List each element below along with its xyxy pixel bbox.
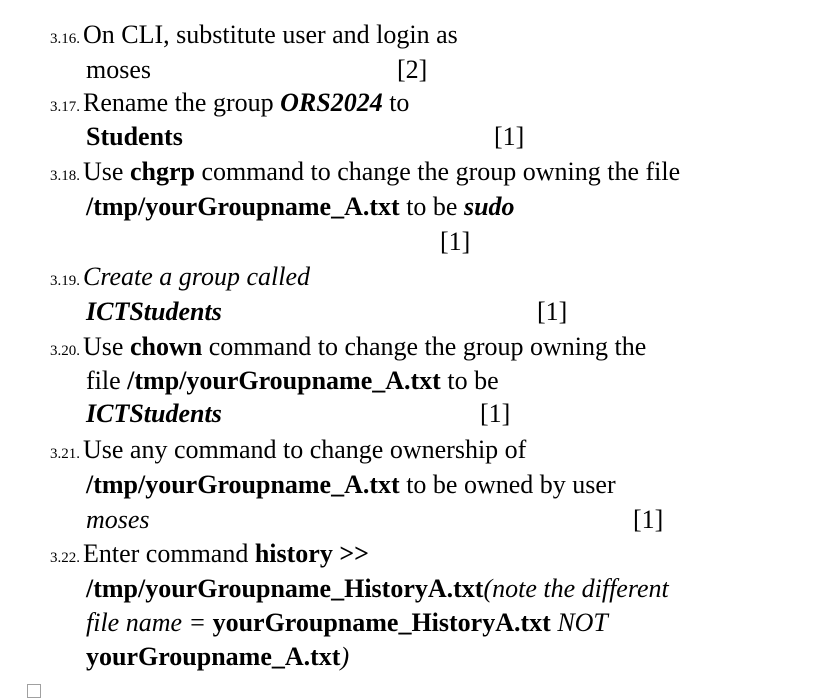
paragraph-marker-box [27,684,41,698]
question-3-16-line-1 [50,20,458,50]
target-group-name: Students [86,122,183,151]
question-3-20-marks: [1] [480,399,511,428]
question-3-19-line-1 [50,262,310,292]
username: moses [86,505,150,534]
group-name: ICTStudents [86,399,222,428]
question-3-20-line-3 [86,399,222,429]
question-3-22-line-2 [86,574,669,604]
question-text: On CLI, substitute user and login as [83,20,458,49]
question-3-22-line-3 [86,608,608,638]
file-path: /tmp/yourGroupname_A.txt [86,192,400,221]
group-name: ICTStudents [86,297,222,326]
command-name: chown [129,332,203,361]
question-text: Create a group called [83,262,310,291]
file-name: yourGroupname_A.txt [86,642,341,671]
question-text: Use [83,157,130,186]
question-number: 3.17. [50,99,80,115]
question-number: 3.22. [50,550,80,566]
question-text: to [382,88,410,117]
file-path: /tmp/yourGroupname_A.txt [127,366,441,395]
command-name: history >> [254,539,369,568]
question-text: to be [399,192,464,221]
group-name: ORS2024 [280,88,383,117]
file-path: /tmp/yourGroupname_HistoryA.txt [86,574,484,603]
question-number: 3.16. [50,31,80,47]
note-text: NOT [550,608,608,637]
question-3-18-marks: [1] [440,227,471,256]
question-3-18-line-2 [86,192,515,222]
question-text: command to change the group owning the file [194,157,681,186]
question-3-20-line-2 [86,366,499,396]
question-3-21-marks: [1] [633,505,664,534]
question-3-17-marks: [1] [494,122,525,151]
question-text: Use [83,332,130,361]
question-3-20-line-1 [50,332,646,362]
question-text: Rename the group [83,88,281,117]
question-3-22-line-1 [50,539,369,569]
question-text: command to change the group owning the [202,332,647,361]
username: moses [86,55,151,84]
question-3-21-line-1 [50,435,526,465]
question-3-16-line-2 [86,55,151,85]
question-3-21-line-3 [86,505,150,535]
command-name: chgrp [129,157,195,186]
question-3-17-line-1 [50,88,409,118]
file-name: yourGroupname_HistoryA.txt [212,608,551,637]
question-text: to be owned by user [399,470,616,499]
question-3-18-line-1 [50,157,680,187]
question-text: to be [440,366,499,395]
note-text: file name = [86,608,213,637]
note-text: ) [340,642,350,671]
question-text: Use any command to change ownership of [83,435,527,464]
question-number: 3.20. [50,343,80,359]
question-3-16-marks: [2] [397,55,428,84]
question-3-19-marks: [1] [537,297,568,326]
question-text: file [86,366,128,395]
question-number: 3.18. [50,168,80,184]
question-3-17-line-2 [86,122,183,152]
question-text: Enter command [83,539,255,568]
question-number: 3.21. [50,446,80,462]
question-number: 3.19. [50,273,80,289]
question-3-19-line-2 [86,297,222,327]
note-text: (note the different [483,574,669,603]
file-path: /tmp/yourGroupname_A.txt [86,470,400,499]
question-3-21-line-2 [86,470,616,500]
question-3-22-line-4 [86,642,349,672]
group-name: sudo [463,192,515,221]
